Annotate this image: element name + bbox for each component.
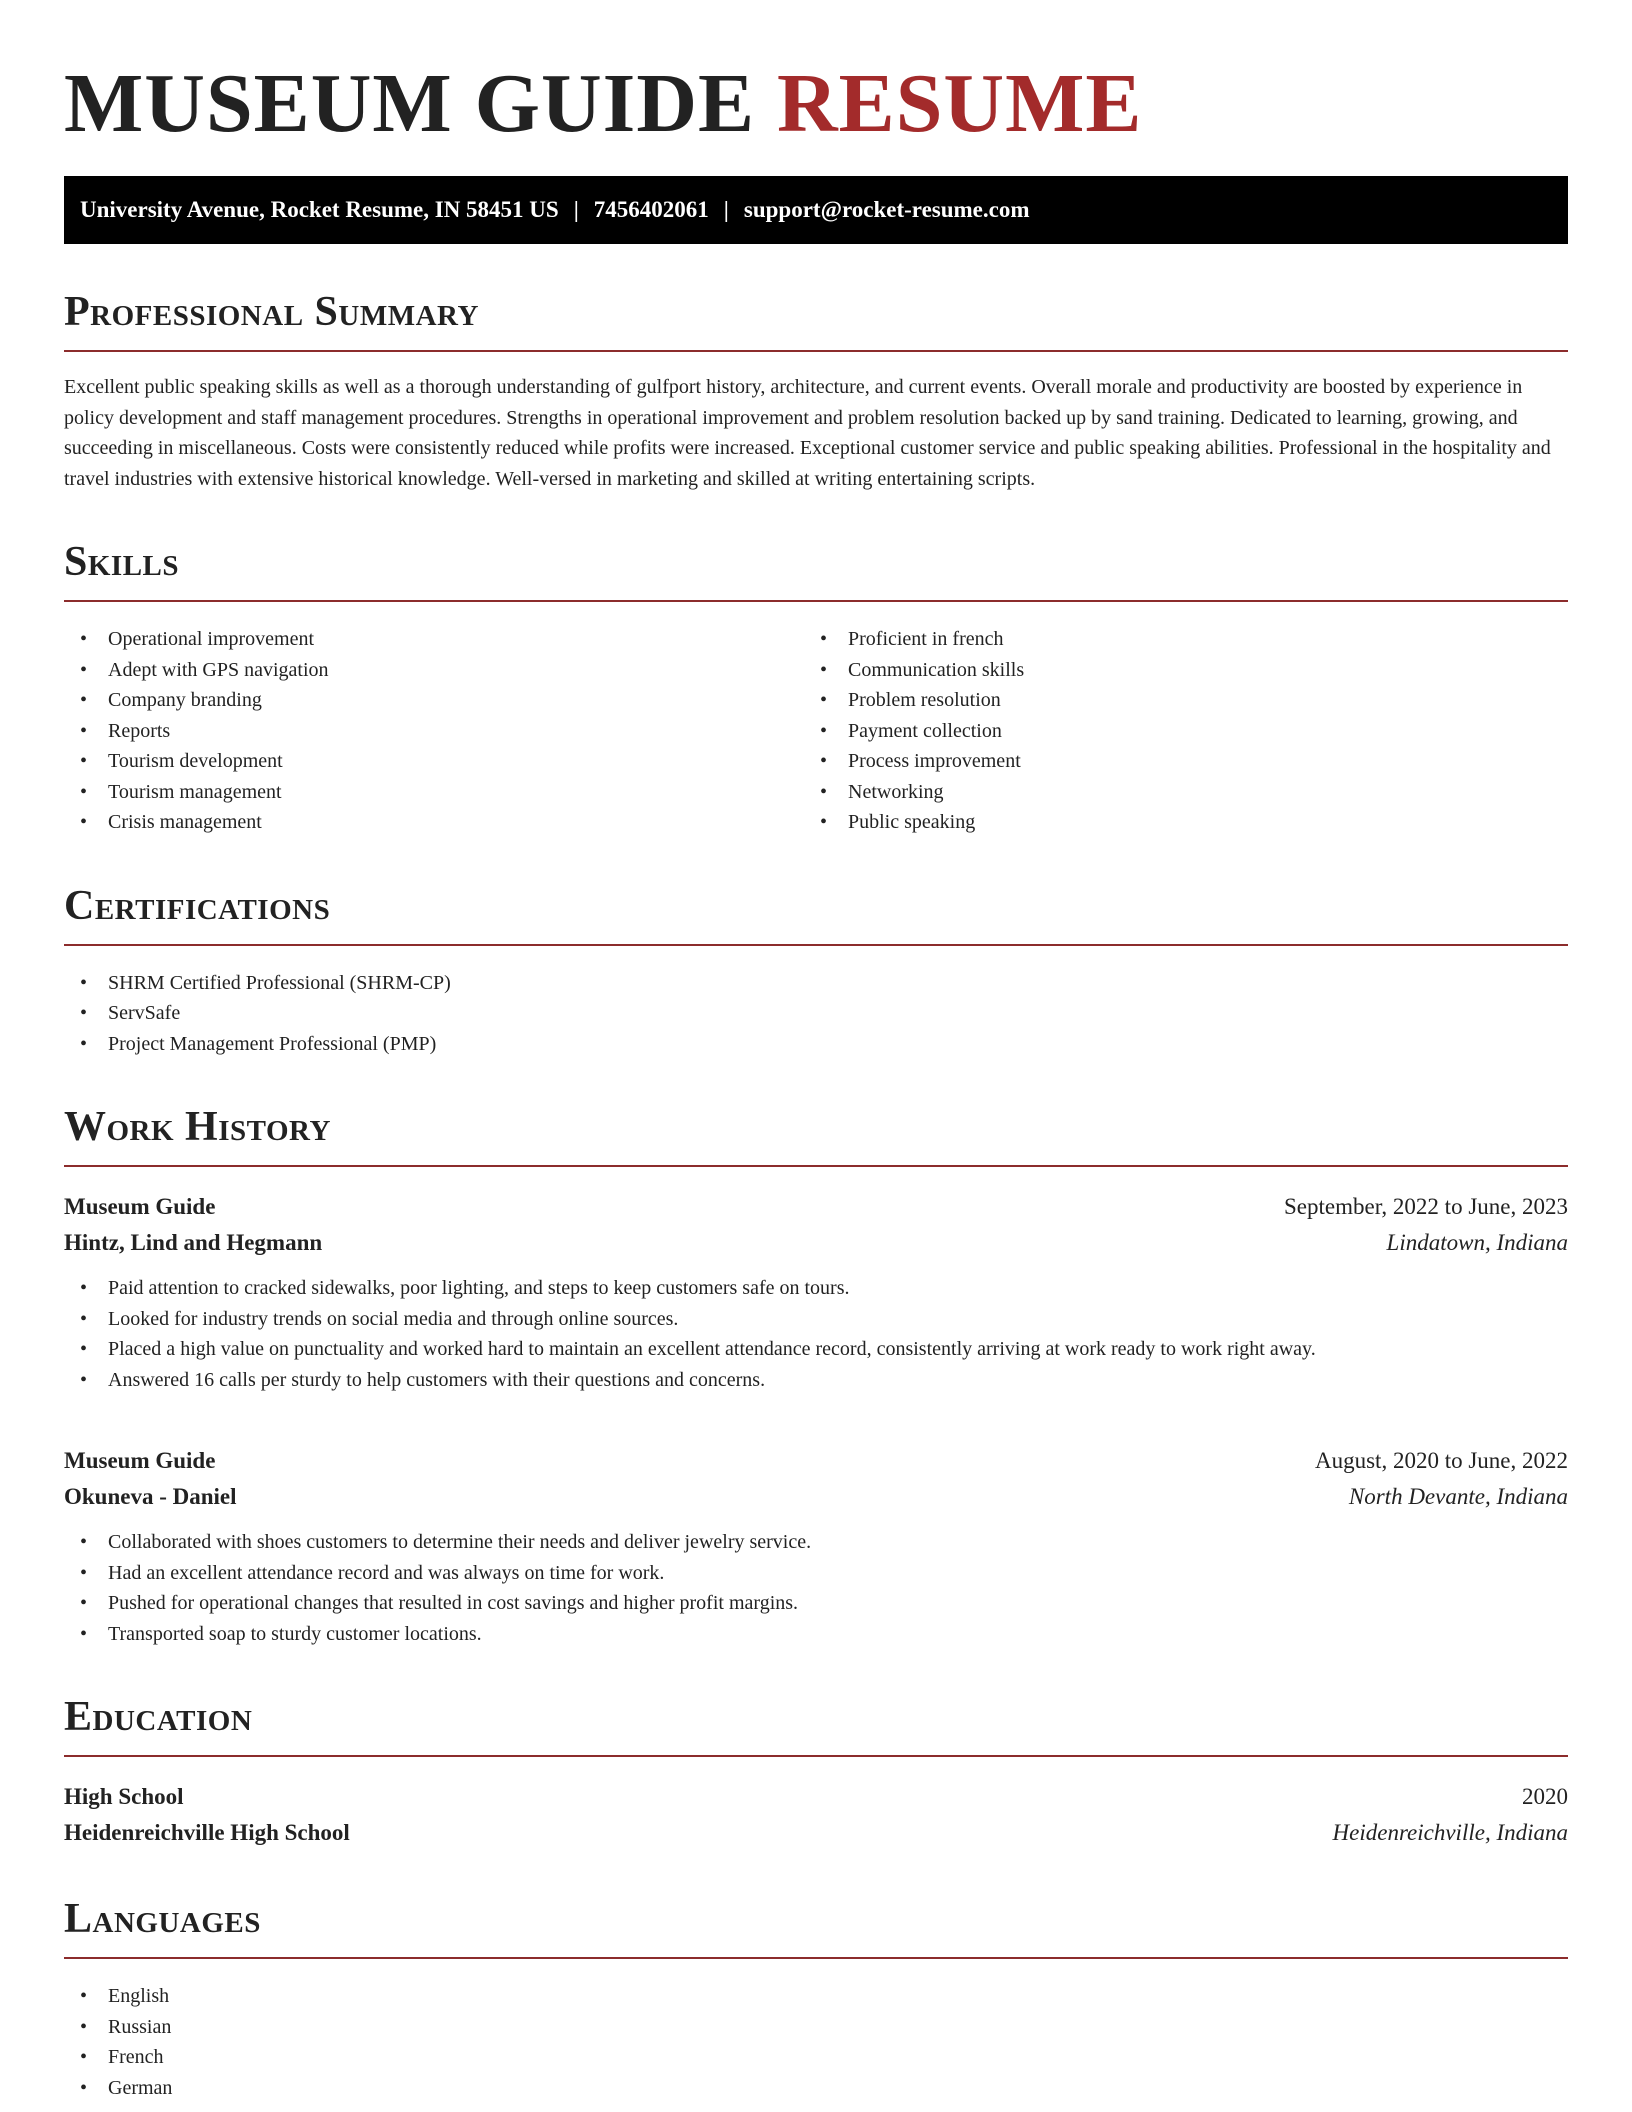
certification-item: • Project Management Professional (PMP) [64,1029,1568,1060]
education-school: Heidenreichville High School [64,1820,350,1845]
job-duty: • Transported soap to sturdy customer locations. [64,1619,1568,1650]
job-duty: • Collaborated with shoes customers to determine their needs and deliver jewelry service. [64,1527,1568,1558]
language-item: • Russian [64,2012,1568,2043]
skill-item: • Reports [64,716,804,747]
resume-page [64,56,1568,2103]
education-location: Heidenreichville, Indiana [1332,1820,1568,1845]
certification-item: • SHRM Certified Professional (SHRM-CP) [64,968,1568,999]
skill-item: • Problem resolution [804,685,1544,716]
certification-item: • ServSafe [64,998,1568,1029]
job-title-row [64,1189,1568,1225]
education-degree-row [64,1779,1568,1815]
job-duties-list [64,1527,1568,1649]
skill-item: • Tourism development [64,746,804,777]
job-duty: • Answered 16 calls per sturdy to help customers with their questions and concerns. [64,1365,1568,1396]
work-history-section [64,1103,1568,1649]
job-title: Museum Guide [64,1194,216,1219]
section-heading-certifications: Certifications [64,882,1568,946]
job-location: North Devante, Indiana [1348,1484,1568,1509]
job-duty: • Placed a high value on punctuality and worked hard to maintain an excellent attendance record, consistently arriving at work ready to work right away. [64,1334,1568,1365]
title-main: MUSEUM GUIDE [64,57,756,150]
skill-item: • Operational improvement [64,624,804,655]
section-heading-skills: Skills [64,538,1568,602]
skill-item: • Communication skills [804,655,1544,686]
contact-separator: | [723,197,729,222]
job-dates: August, 2020 to June, 2022 [1315,1448,1568,1473]
skill-item: • Public speaking [804,807,1544,838]
section-heading-languages: Languages [64,1895,1568,1959]
certifications-section [64,882,1568,1060]
skill-item: • Adept with GPS navigation [64,655,804,686]
education-section [64,1693,1568,1851]
skill-item: • Tourism management [64,777,804,808]
language-item: • English [64,1981,1568,2012]
contact-email: support@rocket-resume.com [743,197,1030,222]
title-accent: RESUME [777,57,1143,150]
education-entry [64,1779,1568,1851]
contact-phone: 7456402061 [593,197,709,222]
education-school-row [64,1815,1568,1851]
skills-list-right [804,624,1544,838]
job-location: Lindatown, Indiana [1386,1230,1568,1255]
skills-list-left [64,624,804,838]
skills-columns [64,624,1568,838]
education-degree: High School [64,1784,184,1809]
section-heading-education: Education [64,1693,1568,1757]
skill-item: • Proficient in french [804,624,1544,655]
job-entry [64,1443,1568,1649]
resume-title [64,56,1568,152]
skill-item: • Process improvement [804,746,1544,777]
job-company: Okuneva - Daniel [64,1484,237,1509]
job-entry [64,1189,1568,1395]
summary-section [64,288,1568,494]
job-duties-list [64,1273,1568,1395]
language-item: • French [64,2042,1568,2073]
job-duty: • Had an excellent attendance record and was always on time for work. [64,1558,1568,1589]
job-duty: • Paid attention to cracked sidewalks, poor lighting, and steps to keep customers safe on tours. [64,1273,1568,1304]
job-title: Museum Guide [64,1448,216,1473]
skill-item: • Networking [804,777,1544,808]
contact-address: University Avenue, Rocket Resume, IN 58451 US [80,197,559,222]
job-duty: • Looked for industry trends on social media and through online sources. [64,1304,1568,1335]
skill-item: • Crisis management [64,807,804,838]
skill-item: • Company branding [64,685,804,716]
certifications-list [64,968,1568,1060]
skill-item: • Payment collection [804,716,1544,747]
job-company-row [64,1225,1568,1261]
language-item: • German [64,2073,1568,2104]
summary-text: Excellent public speaking skills as well as a thorough understanding of gulfport history, architecture, and current events. Overall morale and productivity are boosted by experience in policy development and staff management procedures. Strengths in operational improvement and problem resolution backed up by sand training. Dedicated to learning, growing, and succeeding in miscellaneous. Costs were consistently reduced while profits were increased. Exceptional customer service and public speaking abilities. Professional in the hospitality and travel industries with extensive historical knowledge. Well-versed in marketing and skilled at writing entertaining scripts. [64,376,1551,490]
languages-list [64,1981,1568,2103]
job-company: Hintz, Lind and Hegmann [64,1230,323,1255]
job-dates: September, 2022 to June, 2023 [1284,1194,1568,1219]
job-title-row [64,1443,1568,1479]
contact-bar [64,176,1568,244]
skills-section [64,538,1568,838]
education-year: 2020 [1522,1784,1568,1809]
section-heading-summary: Professional Summary [64,288,1568,352]
job-company-row [64,1479,1568,1515]
section-heading-work-history: Work History [64,1103,1568,1167]
job-duty: • Pushed for operational changes that resulted in cost savings and higher profit margins. [64,1588,1568,1619]
contact-separator: | [573,197,579,222]
languages-section [64,1895,1568,2103]
